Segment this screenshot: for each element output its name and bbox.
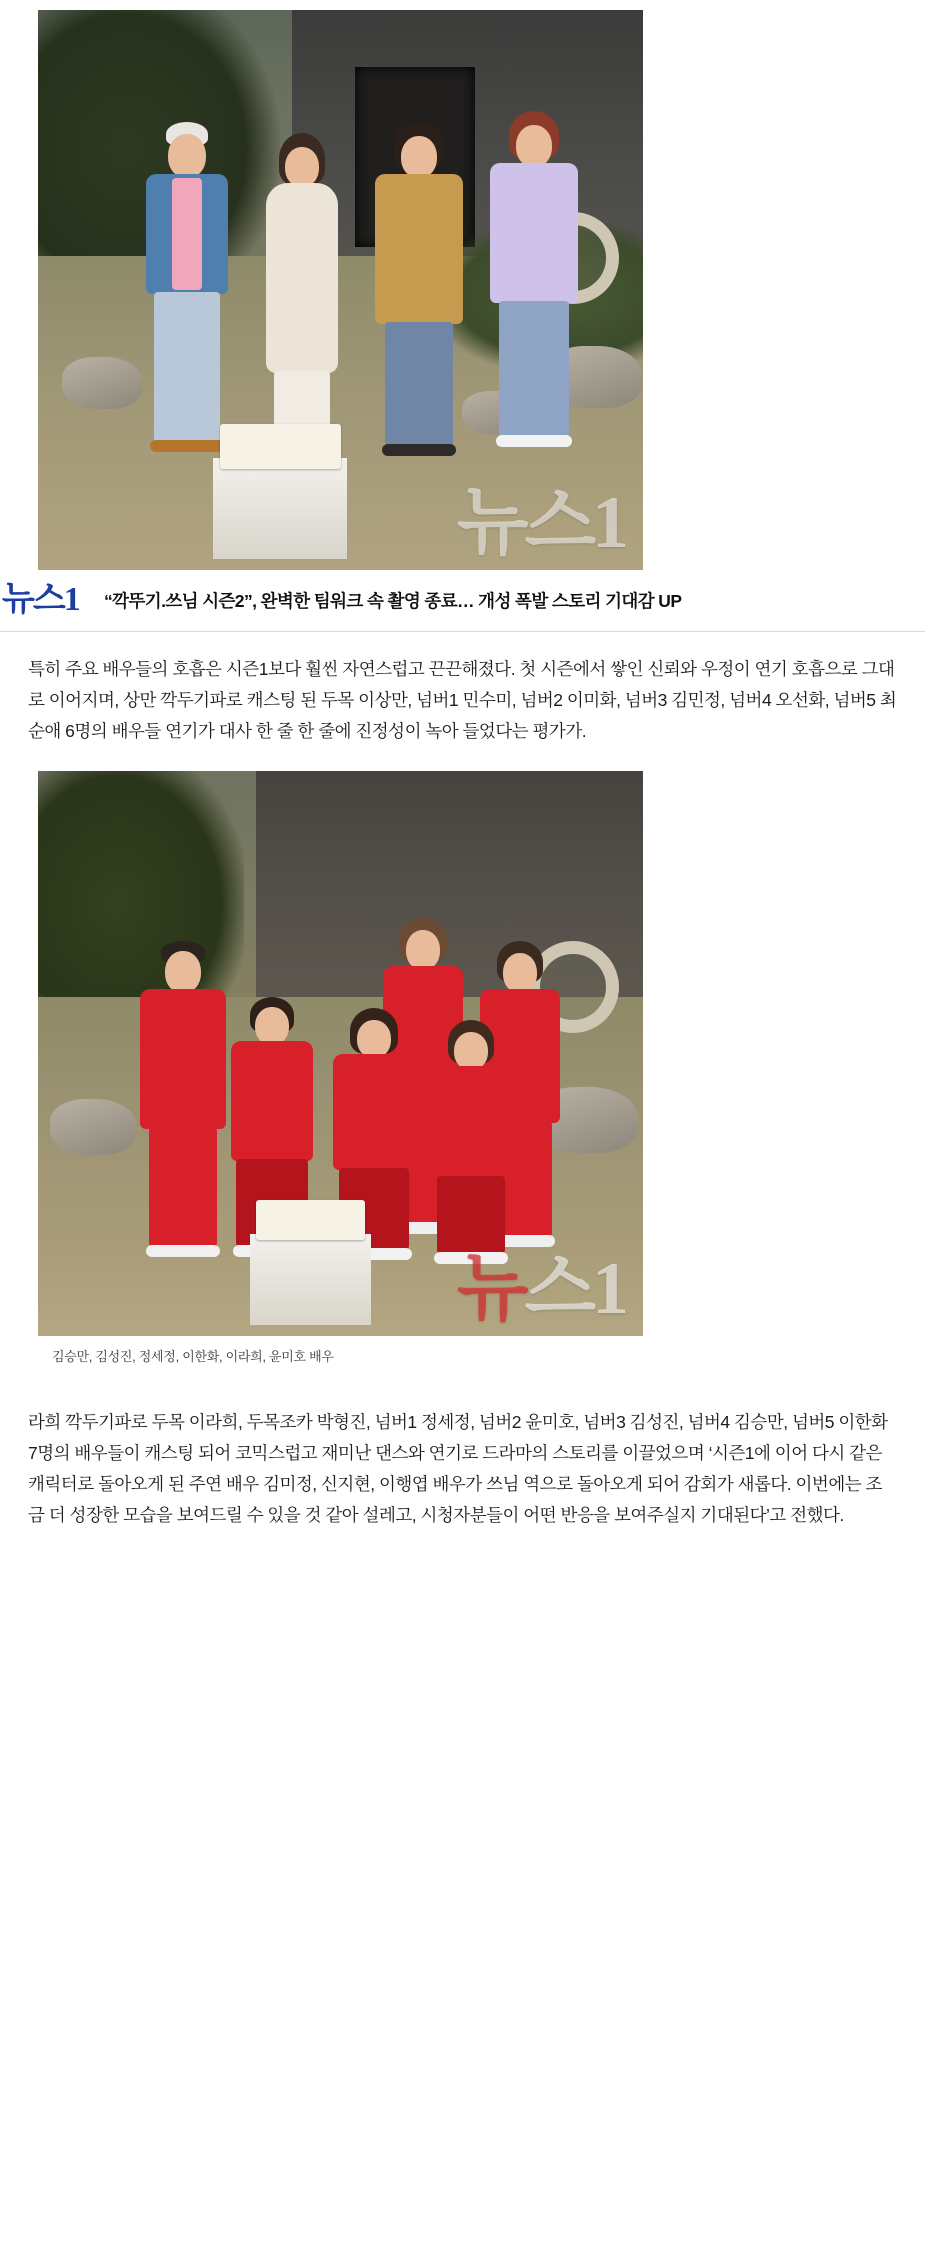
photo1-person-4 (486, 111, 582, 548)
photo2-pedestal (250, 1234, 371, 1324)
article-paragraph-2: 라희 깍두기파로 두목 이라희, 두목조카 박형진, 넘버1 정세정, 넘버2 윤미호, 넘버3 김성진, 넘버4 김승만, 넘버5 이한화 7명의 배우들이 캐스팅 되어 코믹스럽고 재미난 댄스와 연기로 드라마의 스토리를 이끌었으며 ‘시즌1에 이어 다시 같은 캐릭터로 돌아오게 된 주연 배우 김미정, 신지현, 이행엽 배우가 쓰님 역으로 돌아오게 되어 감회가 새롭다. 이번에는 조금 더 성장한 모습을 보여드릴 수 있을 것 같아 설레고, 시청자분들이 어떤 반응을 보여주실지 기대된다’고 전했다. (28, 1412, 888, 1525)
photo-headline: “깍뚜기.쓰님 시즌2”, 완벽한 팀워크 속 촬영 종료… 개성 폭발 스토리 기대감 UP (104, 591, 682, 611)
photo-block-top (0, 0, 925, 580)
photo1-rock (62, 357, 142, 409)
photo2-watermark: 뉴스1 (457, 1248, 625, 1330)
photo1-pedestal (213, 458, 346, 559)
photo1-person-3 (371, 122, 467, 548)
cast-photo-red-tracksuits (38, 771, 643, 1336)
article-paragraph-1: 특히 주요 배우들의 호흡은 시즌1보다 훨씬 자연스럽고 끈끈해졌다. 첫 시즌에서 쌓인 신뢰와 우정이 연기 호흡으로 그대로 이어지며, 상만 깍두기파로 캐스팅 된 두목 이상만, 넘버1 민수미, 넘버2 이미화, 넘버3 김민정, 넘버4 오선화, 넘버5 최순애 6명의 배우들 연기가 대사 한 줄 한 줄에 진정성이 녹아 들었다는 평가가. (28, 659, 897, 741)
cast-photo-casual (38, 10, 643, 570)
photo1-cake (220, 424, 341, 469)
photo2-rock (50, 1099, 136, 1155)
photo2-caption: 김승만, 김성진, 정세정, 이한화, 이라희, 윤미호 배우 (52, 1349, 334, 1364)
photo2-person-6 (425, 1020, 517, 1314)
headline-row (0, 580, 925, 632)
photo1-watermark: 뉴스1 (457, 482, 625, 564)
photo2-cake (256, 1200, 365, 1240)
photo-block-bottom (0, 771, 925, 1381)
photo2-person-1 (135, 941, 231, 1314)
news-logo: 뉴스1 (2, 581, 79, 618)
